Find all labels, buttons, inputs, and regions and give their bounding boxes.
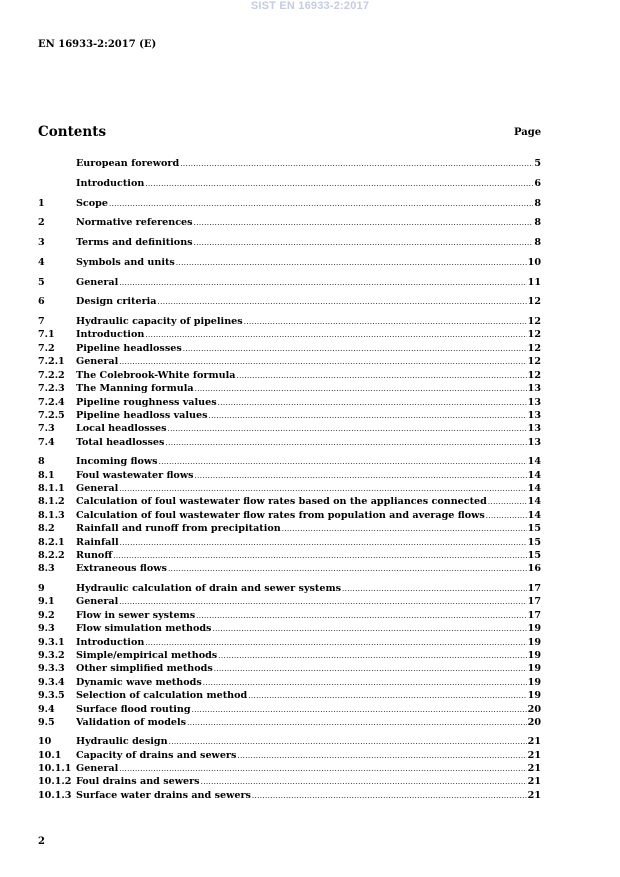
toc-entry-page: 15: [527, 550, 541, 561]
toc-entry-title: Calculation of foul wastewater flow rates based on the appliances connected: [76, 496, 487, 507]
toc-entry-number: 10.1.2: [38, 776, 72, 787]
toc-entry-title: Runoff: [76, 550, 113, 561]
toc-entry[interactable]: [38, 549, 541, 562]
toc-dot-leader: [194, 237, 534, 250]
toc-dot-leader: [212, 623, 526, 636]
toc-entry-page: 15: [527, 537, 541, 548]
toc-entry-page: 21: [527, 736, 541, 747]
toc-entry-title: Other simplified methods: [76, 663, 213, 674]
toc-entry-title: The Manning formula: [76, 383, 194, 394]
toc-entry[interactable]: [38, 455, 541, 468]
toc-entry-number: 7: [38, 316, 45, 327]
toc-entry[interactable]: [38, 315, 541, 328]
toc-entry[interactable]: [38, 382, 541, 395]
toc-entry-number: 10.1: [38, 750, 62, 761]
toc-entry-number: 10: [38, 736, 52, 747]
toc-entry-title: Rainfall and runoff from precipitation: [76, 523, 281, 534]
toc-entry[interactable]: [38, 396, 541, 409]
page-number: 2: [38, 836, 45, 847]
toc-entry-number: 7.3: [38, 423, 55, 434]
toc-entry-title: Surface flood routing: [76, 704, 191, 715]
toc-dot-leader: [282, 523, 527, 536]
toc-entry[interactable]: [38, 328, 541, 341]
toc-entry-page: 13: [527, 437, 541, 448]
toc-entry-title: General: [76, 596, 119, 607]
toc-entry-title: European foreword: [76, 158, 180, 169]
toc-dot-leader: [145, 178, 533, 191]
toc-entry-page: 20: [527, 717, 541, 728]
toc-entry-title: Validation of models: [76, 717, 187, 728]
toc-entry-page: 21: [527, 776, 541, 787]
toc-entry-number: 3: [38, 237, 45, 248]
toc-entry-number: 9.3.2: [38, 650, 65, 661]
toc-entry[interactable]: [38, 495, 541, 508]
toc-entry-page: 13: [527, 423, 541, 434]
toc-entry-number: 9.5: [38, 717, 55, 728]
toc-entry-title: Scope: [76, 198, 108, 209]
toc-dot-leader: [187, 717, 527, 730]
toc-entry-number: 9: [38, 583, 45, 594]
toc-entry-number: 9.4: [38, 704, 55, 715]
toc-entry[interactable]: [38, 595, 541, 608]
toc-entry-title: Foul wastewater flows: [76, 470, 194, 481]
toc-entry-number: 10.1.1: [38, 763, 72, 774]
toc-entry[interactable]: [38, 703, 541, 716]
toc-entry-title: Selection of calculation method: [76, 690, 248, 701]
toc-entry[interactable]: [38, 562, 541, 575]
toc-entry-title: Symbols and units: [76, 257, 175, 268]
toc-entry[interactable]: [38, 276, 541, 289]
toc-entry-page: 12: [527, 316, 541, 327]
toc-entry-page: 19: [527, 677, 541, 688]
toc-entry[interactable]: [38, 236, 541, 249]
toc-dot-leader: [488, 496, 527, 509]
toc-entry-page: 12: [527, 370, 541, 381]
toc-entry-number: 4: [38, 257, 45, 268]
toc-entry-title: Hydraulic calculation of drain and sewer systems: [76, 583, 342, 594]
toc-entry-title: Introduction: [76, 637, 145, 648]
toc-entry[interactable]: [38, 342, 541, 355]
toc-entry-page: 13: [527, 397, 541, 408]
toc-dot-leader: [119, 596, 526, 609]
toc-entry-title: Hydraulic capacity of pipelines: [76, 316, 243, 327]
toc-entry[interactable]: [38, 197, 541, 210]
toc-dot-leader: [248, 690, 526, 703]
toc-entry-title: Hydraulic design: [76, 736, 168, 747]
toc-entry[interactable]: [38, 295, 541, 308]
toc-entry-page: 12: [527, 356, 541, 367]
toc-entry-title: Pipeline headlosses: [76, 343, 182, 354]
toc-entry-number: 9.3.3: [38, 663, 65, 674]
toc-entry-page: 20: [527, 704, 541, 715]
toc-dot-leader: [165, 437, 526, 450]
toc-entry-page: 21: [527, 763, 541, 774]
toc-entry-page: 6: [534, 178, 541, 189]
toc-entry-page: 8: [534, 198, 541, 209]
toc-entry[interactable]: [38, 256, 541, 269]
toc-entry-page: 19: [527, 623, 541, 634]
toc-entry[interactable]: [38, 436, 541, 449]
toc-entry-page: 12: [527, 329, 541, 340]
toc-entry-title: Surface water drains and sewers: [76, 790, 251, 801]
toc-entry-page: 16: [527, 563, 541, 574]
toc-entry[interactable]: [38, 662, 541, 675]
toc-entry-title: Pipeline roughness values: [76, 397, 217, 408]
toc-entry-title: Simple/empirical methods: [76, 650, 218, 661]
toc-entry[interactable]: [38, 735, 541, 748]
toc-entry-title: Total headlosses: [76, 437, 165, 448]
toc-entry[interactable]: [38, 676, 541, 689]
toc-entry-title: Flow in sewer systems: [76, 610, 196, 621]
toc-entry-number: 8: [38, 456, 45, 467]
toc-entry-number: 7.2.4: [38, 397, 65, 408]
document-id: EN 16933-2:2017 (E): [38, 39, 157, 50]
contents-heading: Contents: [38, 124, 107, 140]
toc-entry-title: Introduction: [76, 329, 145, 340]
toc-dot-leader: [157, 296, 526, 309]
toc-entry-title: Incoming flows: [76, 456, 158, 467]
toc-entry-title: Flow simulation methods: [76, 623, 212, 634]
toc-entry-title: Normative references: [76, 217, 193, 228]
toc-entry[interactable]: [38, 522, 541, 535]
toc-entry[interactable]: [38, 177, 541, 190]
toc-entry-page: 15: [527, 523, 541, 534]
toc-entry-number: 7.4: [38, 437, 55, 448]
toc-entry-page: 17: [527, 610, 541, 621]
toc-entry-number: 7.2.5: [38, 410, 65, 421]
toc-dot-leader: [119, 356, 526, 369]
toc-entry-page: 21: [527, 750, 541, 761]
toc-entry-number: 2: [38, 217, 45, 228]
toc-entry-number: 7.2.2: [38, 370, 65, 381]
toc-entry-title: Capacity of drains and sewers: [76, 750, 237, 761]
watermark-text: SIST EN 16933-2:2017: [250, 0, 370, 12]
toc-entry-title: Terms and definitions: [76, 237, 193, 248]
toc-entry-page: 13: [527, 410, 541, 421]
toc-entry[interactable]: [38, 157, 541, 170]
toc-entry-page: 11: [527, 277, 541, 288]
toc-dot-leader: [176, 257, 527, 270]
toc-entry-title: General: [76, 763, 119, 774]
toc-dot-leader: [194, 217, 534, 230]
toc-dot-leader: [159, 456, 527, 469]
toc-entry-number: 10.1.3: [38, 790, 72, 801]
toc-entry[interactable]: [38, 469, 541, 482]
toc-dot-leader: [145, 329, 526, 342]
toc-entry[interactable]: [38, 536, 541, 549]
toc-entry-number: 8.1.2: [38, 496, 65, 507]
toc-entry[interactable]: [38, 609, 541, 622]
toc-entry-page: 14: [527, 456, 541, 467]
toc-dot-leader: [168, 563, 527, 576]
toc-dot-leader: [168, 423, 527, 436]
toc-entry-title: Extraneous flows: [76, 563, 167, 574]
toc-entry-number: 8.1: [38, 470, 55, 481]
toc-entry-page: 17: [527, 596, 541, 607]
toc-entry[interactable]: [38, 789, 541, 802]
toc-entry-number: 8.3: [38, 563, 55, 574]
toc-entry-page: 13: [527, 383, 541, 394]
toc-entry-title: Calculation of foul wastewater flow rates from population and average flows: [76, 510, 485, 521]
toc-entry-title: Pipeline headloss values: [76, 410, 208, 421]
toc-entry-page: 8: [534, 217, 541, 228]
toc-entry-number: 8.2.2: [38, 550, 65, 561]
toc-entry-number: 7.2.3: [38, 383, 65, 394]
toc-entry[interactable]: [38, 409, 541, 422]
toc-entry-title: General: [76, 483, 119, 494]
toc-entry[interactable]: [38, 762, 541, 775]
toc-entry-page: 12: [527, 296, 541, 307]
toc-entry-page: 19: [527, 637, 541, 648]
toc-entry-number: 1: [38, 198, 45, 209]
toc-entry-page: 14: [527, 483, 541, 494]
toc-dot-leader: [195, 383, 527, 396]
toc-entry[interactable]: [38, 482, 541, 495]
toc-entry-page: 19: [527, 690, 541, 701]
toc-entry-number: 6: [38, 296, 45, 307]
toc-entry-title: General: [76, 356, 119, 367]
toc-entry-title: Foul drains and sewers: [76, 776, 200, 787]
toc-entry-title: Introduction: [76, 178, 145, 189]
toc-entry[interactable]: [38, 775, 541, 788]
toc-entry-title: General: [76, 277, 119, 288]
toc-entry-number: 8.1.3: [38, 510, 65, 521]
toc-entry[interactable]: [38, 355, 541, 368]
toc-dot-leader: [119, 277, 526, 290]
toc-entry-page: 5: [534, 158, 541, 169]
toc-entry[interactable]: [38, 689, 541, 702]
toc-entry-page: 14: [527, 470, 541, 481]
toc-dot-leader: [201, 776, 527, 789]
toc-entry-title: Design criteria: [76, 296, 157, 307]
toc-entry-number: 8.2: [38, 523, 55, 534]
toc-entry[interactable]: [38, 749, 541, 762]
toc-entry-number: 9.3.5: [38, 690, 65, 701]
toc-dot-leader: [214, 663, 527, 676]
toc-entry-number: 8.2.1: [38, 537, 65, 548]
toc-entry[interactable]: [38, 509, 541, 522]
toc-entry-number: 9.3.4: [38, 677, 65, 688]
toc-entry[interactable]: [38, 216, 541, 229]
toc-dot-leader: [180, 158, 533, 171]
toc-dot-leader: [252, 790, 527, 803]
toc-entry-page: 12: [527, 343, 541, 354]
toc-entry-number: 7.2: [38, 343, 55, 354]
toc-entry[interactable]: [38, 636, 541, 649]
toc-entry[interactable]: [38, 582, 541, 595]
toc-entry-number: 9.3: [38, 623, 55, 634]
toc-entry-number: 7.1: [38, 329, 55, 340]
toc-entry-page: 14: [527, 510, 541, 521]
toc-entry-title: Rainfall: [76, 537, 119, 548]
toc-entry[interactable]: [38, 716, 541, 729]
toc-dot-leader: [109, 198, 533, 211]
toc-entry-page: 17: [527, 583, 541, 594]
toc-entry-number: 9.2: [38, 610, 55, 621]
toc-entry-page: 8: [534, 237, 541, 248]
toc-entry-number: 7.2.1: [38, 356, 65, 367]
page-column-label: Page: [514, 127, 542, 138]
toc-entry[interactable]: [38, 622, 541, 635]
toc-entry[interactable]: [38, 422, 541, 435]
toc-entry-number: 9.1: [38, 596, 55, 607]
toc-entry-page: 14: [527, 496, 541, 507]
toc-entry-page: 19: [527, 650, 541, 661]
toc-entry-page: 21: [527, 790, 541, 801]
toc-entry-number: 8.1.1: [38, 483, 65, 494]
toc-entry-page: 19: [527, 663, 541, 674]
toc-entry-number: 9.3.1: [38, 637, 65, 648]
toc-entry-title: Local headlosses: [76, 423, 167, 434]
toc-entry-title: Dynamic wave methods: [76, 677, 202, 688]
toc-entry-page: 10: [527, 257, 541, 268]
toc-dot-leader: [169, 736, 527, 749]
toc-entry[interactable]: [38, 369, 541, 382]
toc-entry[interactable]: [38, 649, 541, 662]
toc-entry-title: The Colebrook-White formula: [76, 370, 236, 381]
toc-entry-number: 5: [38, 277, 45, 288]
